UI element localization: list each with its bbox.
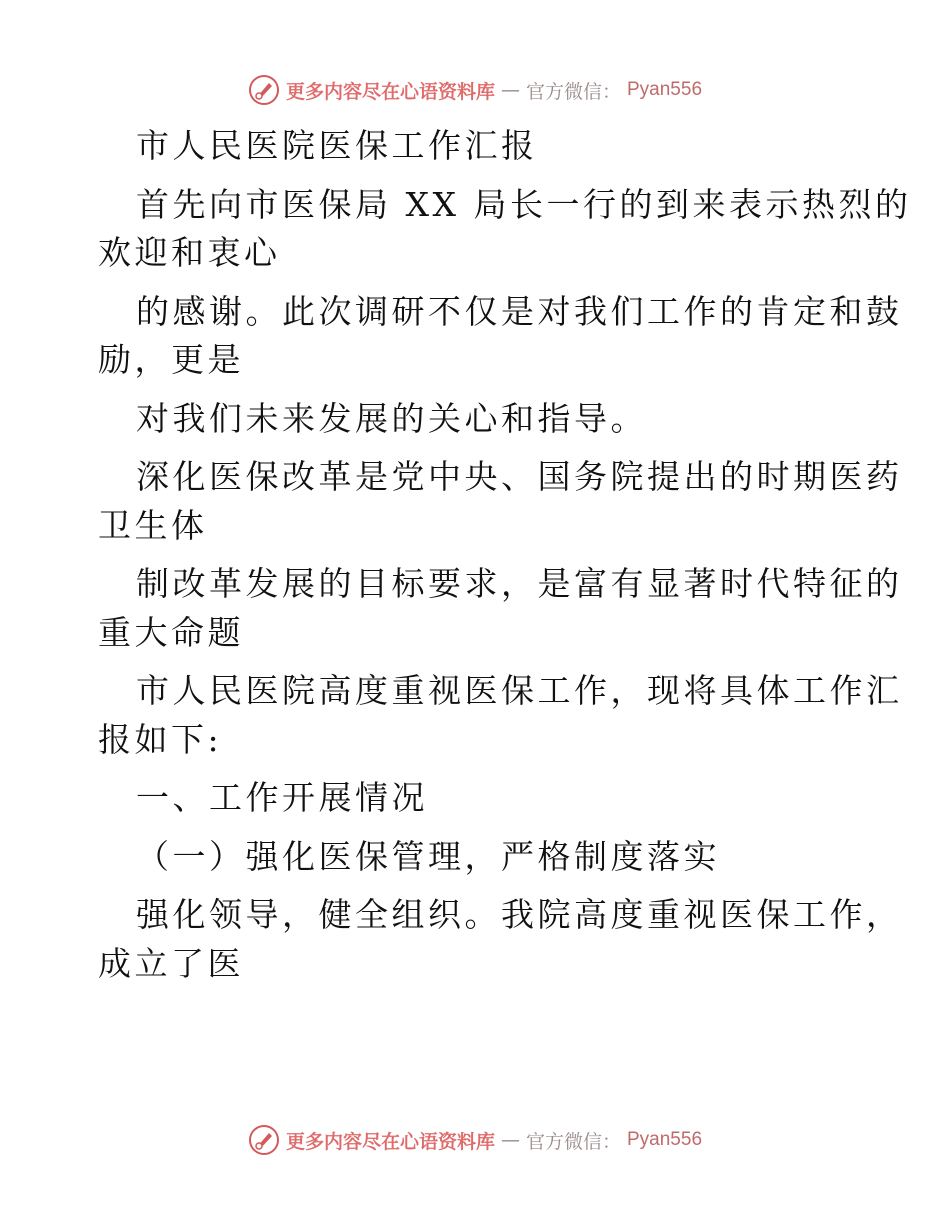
paragraph-line: 的感谢。此次调研不仅是对我们工作的肯定和鼓 — [136, 291, 903, 331]
watermark-dash: — — [500, 1129, 520, 1151]
paragraph-line: 市人民医院高度重视医保工作，现将具体工作汇 — [136, 671, 903, 710]
paragraph-line: 深化医保改革是党中央、国务院提出的时期医药 — [136, 457, 903, 496]
watermark-main-text: 更多内容尽在心语资料库 — [285, 1130, 495, 1153]
watermark-inner — [248, 1124, 702, 1156]
quill-logo-icon — [248, 1124, 280, 1156]
paragraph-line: 制改革发展的目标要求，是富有显著时代特征的 — [136, 564, 903, 603]
document-title: 市人民医院医保工作汇报 — [136, 126, 538, 165]
watermark-wechat-id: Pyan556 — [627, 79, 703, 100]
watermark-main-text: 更多内容尽在心语资料库 — [285, 80, 495, 103]
paragraph-line: 强化领导，健全组织。我院高度重视医保工作， — [136, 895, 903, 934]
section-heading: 一、工作开展情况 — [136, 778, 428, 817]
document-body — [98, 122, 912, 988]
subsection-heading: （一）强化医保管理，严格制度落实 — [136, 836, 720, 876]
watermark-inner — [248, 74, 702, 106]
paragraph-line: 卫生体 — [98, 505, 208, 545]
watermark-wechat-id: Pyan556 — [627, 1129, 703, 1150]
paragraph-line: 报如下: — [98, 719, 223, 759]
quill-logo-icon — [248, 74, 280, 106]
watermark-wechat-label: 官方微信： — [525, 1130, 621, 1153]
watermark-wechat-label: 官方微信： — [525, 80, 621, 103]
paragraph-line: 重大命题 — [98, 612, 244, 652]
watermark-dash: — — [500, 79, 520, 101]
footer-watermark — [0, 1122, 950, 1158]
header-watermark — [0, 72, 950, 108]
paragraph-line: 成立了医 — [98, 943, 244, 983]
paragraph-line: 励，更是 — [98, 340, 244, 379]
paragraph-line: 对我们未来发展的关心和指导。 — [136, 398, 647, 438]
paragraph-line: 欢迎和衷心 — [98, 233, 281, 272]
paragraph-line: 首先向市医保局 XX 局长一行的到来表示热烈的 — [136, 184, 912, 224]
